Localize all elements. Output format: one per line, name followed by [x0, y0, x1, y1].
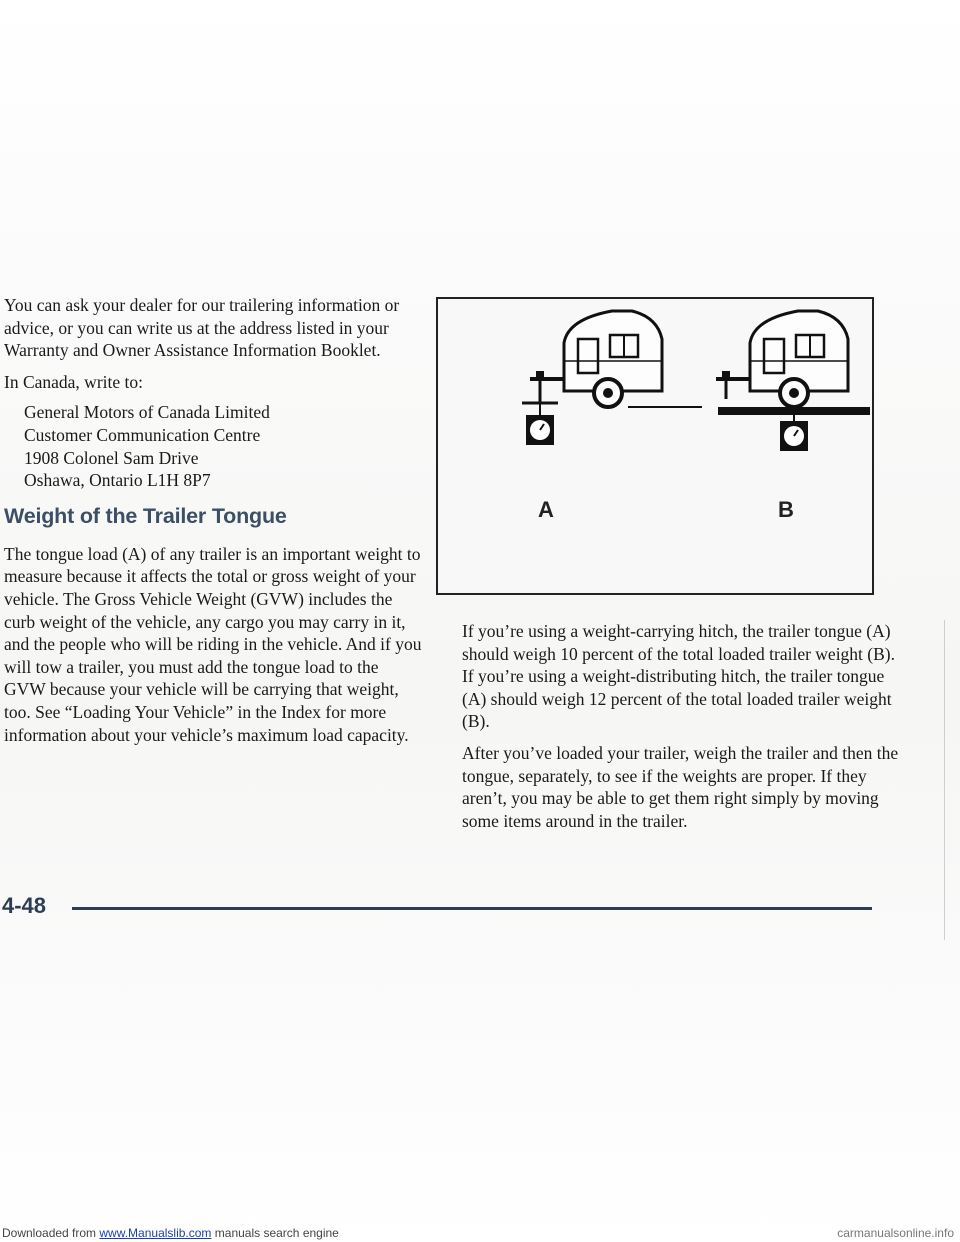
banner-suffix: manuals search engine [211, 1226, 339, 1240]
figure-label-a: A [538, 497, 554, 522]
mailing-address [24, 401, 424, 491]
address-line: 1908 Colonel Sam Drive [24, 447, 199, 468]
page-number: 4-48 [2, 893, 47, 918]
watermark: carmanualsonline.info [837, 1226, 954, 1240]
section-heading: Weight of the Trailer Tongue [4, 503, 287, 528]
address-line: General Motors of Canada Limited [24, 402, 270, 423]
figure-label-b: B [778, 497, 794, 522]
trailer-weighing-figure [436, 297, 874, 595]
left-column [4, 294, 424, 746]
trailer-b-drawing [716, 311, 870, 451]
trailer-a-drawing [522, 311, 702, 445]
manualslib-link[interactable]: www.Manualslib.com [99, 1226, 212, 1240]
banner-text [2, 1226, 339, 1240]
address-line: Customer Communication Centre [24, 424, 261, 445]
right-column [462, 620, 902, 832]
intro-paragraph: You can ask your dealer for our trailering information or advice, or you can write us at the address listed in your Warranty and Owner Assistance Information Booklet. [4, 295, 400, 361]
hitch-paragraph: If you’re using a weight-carrying hitch, the trailer tongue (A) should weigh 10 percent of the total loaded trailer weight (B). If you’re using a weight-distributing hitch, the trailer tongue (A) should weigh 12 percent of the total loaded trailer weight (B). [462, 621, 895, 732]
address-line: Oshawa, Ontario L1H 8P7 [24, 470, 211, 491]
canada-intro: In Canada, write to: [4, 371, 143, 392]
weighing-paragraph: After you’ve loaded your trailer, weigh the trailer and then the tongue, separately, to see if the weights are proper. If they aren’t, you may be able to get them right simply by moving some items around in the trailer. [462, 742, 899, 831]
download-banner [0, 1226, 960, 1242]
tongue-load-paragraph: The tongue load (A) of any trailer is an important weight to measure because it affects the total or gross weight of your vehicle. The Gross Vehicle Weight (GVW) includes the curb weight of the vehicle, any cargo you may carry in it, and the people who will be riding in the vehicle. And if you will tow a trailer, you must add the tongue load to the GVW because your vehicle will be carrying that weight, too. See “Loading Your Vehicle” in the Index for more information about your vehicle’s maximum load capacity. [4, 543, 422, 745]
footer-rule [72, 907, 872, 910]
trailer-illustration [438, 299, 872, 593]
page-edge-line [944, 620, 945, 940]
banner-prefix: Downloaded from [2, 1226, 100, 1240]
